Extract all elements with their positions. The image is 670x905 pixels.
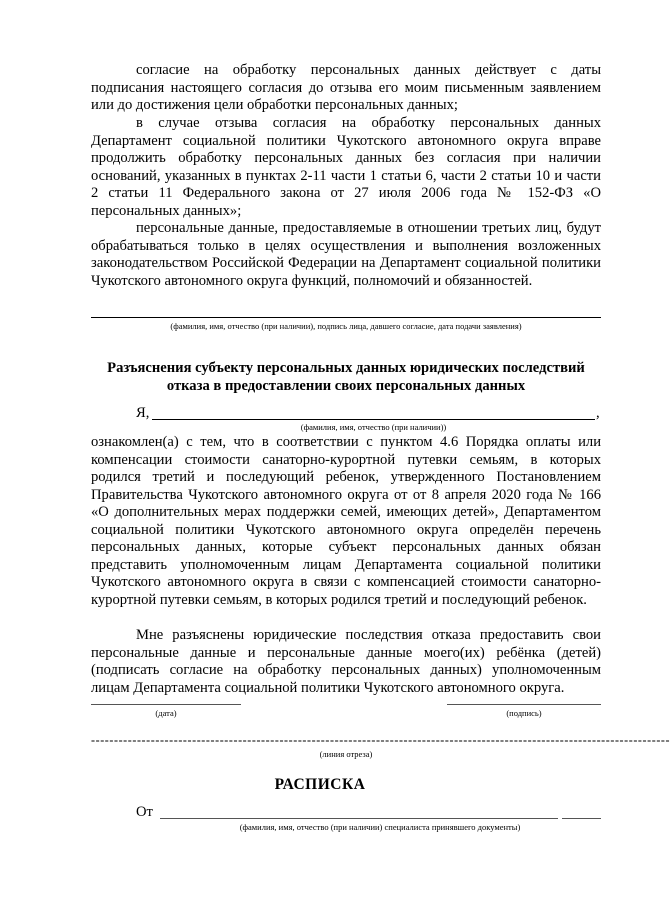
from-label: От	[136, 804, 153, 820]
receipt-title: РАСПИСКА	[274, 776, 366, 793]
acquainted-paragraph: ознакомлен(а) с тем, что в соответствии с пунктом 4.6 Порядка оплаты или компенсации стоимости санаторно-курортной путевки семьям, в которых родился третий и последующий ребенок, утвержденного Постановлением Правительства Чукотского автономного округа от от 8 апреля 2020 года № 166 «О дополнительных мерах поддержки семей, имеющих детей», Департаментом социальной политики Чукотского автономного округа определён перечень персональных данных, которые субъект персональных данных обязан представить уполномоченным лицам Департамента социальной политики Чукотского автономного округа в связи с компенсацией стоимости санаторно-курортной путевки семьям, в которых родился третий и последующий ребенок.	[91, 434, 601, 608]
date-caption: (дата)	[155, 708, 177, 718]
specialist-name-line[interactable]	[160, 818, 558, 819]
specialist-caption: (фамилия, имя, отчество (при наличии) специалиста принявшего документы)	[239, 822, 521, 832]
specialist-extra-line[interactable]	[562, 818, 601, 819]
cut-line: ------------------------------------------------------------------------------------------------------------------------------	[91, 733, 670, 747]
signature-line-1[interactable]	[91, 317, 601, 318]
name-input-line[interactable]	[152, 419, 595, 420]
signature-caption-1: (фамилия, имя, отчество (при наличии), подпись лица, давшего согласие, дата подачи заявления)	[170, 321, 522, 331]
name-caption: (фамилия, имя, отчество (при наличии))	[300, 422, 447, 432]
consent-paragraph-withdrawal: в случае отзыва согласия на обработку персональных данных Департамент социальной политики Чукотского автономного округа вправе продолжить обработку персональных данных без согласия при наличии оснований, указанных в пунктах 2-11 части 1 статьи 6, части 2 статьи 10 и части 2 статьи 11 Федерального закона от 27 июля 2006 года № 152-ФЗ «О персональных данных»;	[91, 115, 601, 219]
signature-caption-2: (подпись)	[506, 708, 542, 718]
signature-line-2[interactable]	[447, 704, 601, 705]
cut-line-caption: (линия отреза)	[319, 749, 373, 759]
i-label: Я,	[136, 405, 150, 421]
consent-paragraph-third-parties: персональные данные, предоставляемые в отношении третьих лиц, будут обрабатываться только в целях осуществления и выполнения возложенных законодательством Российской Федерации на Департамент социальной политики Чукотского автономного округа функций, полномочий и обязанностей.	[91, 220, 601, 289]
date-line[interactable]	[91, 704, 241, 705]
i-comma: ,	[596, 405, 600, 421]
explained-paragraph: Мне разъяснены юридические последствия отказа предоставить свои персональные данные и персональные данные моего(их) ребёнка (детей) (подписать согласие на обработку персональных данных) уполномоченным лицам Департамента социальной политики Чукотского автономного округа.	[91, 627, 601, 696]
section-heading: Разъяснения субъекту персональных данных юридических последствий отказа в предоставлении своих персональных данных	[107, 360, 585, 394]
consent-paragraph-validity: согласие на обработку персональных данных действует с даты подписания настоящего согласия до отзыва его моим письменным заявлением или до достижения цели обработки персональных данных;	[91, 62, 601, 113]
